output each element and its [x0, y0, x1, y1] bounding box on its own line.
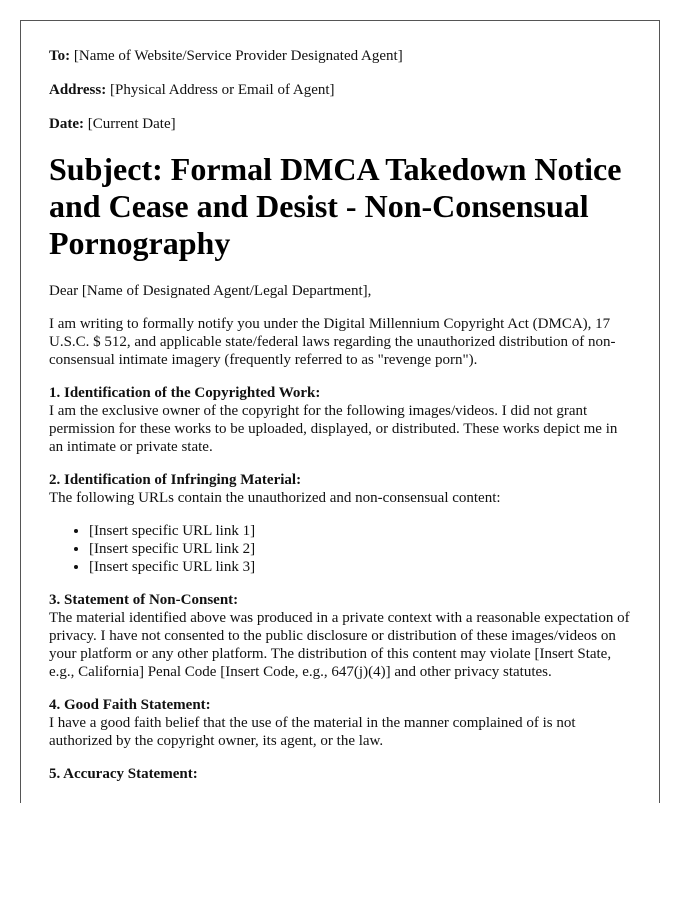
- document-page: [20, 20, 660, 803]
- section-heading: 5. Accuracy Statement:: [49, 766, 198, 782]
- section-good-faith: [49, 696, 631, 750]
- address-label: Address:: [49, 82, 107, 98]
- to-value: [Name of Website/Service Provider Designated Agent]: [70, 48, 403, 64]
- section-non-consent: [49, 591, 631, 681]
- section-heading: 4. Good Faith Statement:: [49, 697, 211, 713]
- url-list: [49, 522, 631, 576]
- date-value: [Current Date]: [83, 116, 176, 132]
- section-heading: 3. Statement of Non-Consent:: [49, 592, 239, 608]
- section-infringing-material: [49, 471, 631, 507]
- section-heading: 2. Identification of Infringing Material:: [49, 472, 302, 488]
- date-line: [49, 115, 631, 133]
- subject-heading: Subject: Formal DMCA Takedown Notice and Cease and Desist - Non-Consensual Pornography: [49, 151, 622, 261]
- to-line: [49, 47, 631, 65]
- document-body: [21, 21, 659, 783]
- section-body: The material identified above was produced in a private context with a reasonable expectation of privacy. I have not consented to the public disclosure or distribution of these images/videos on your platform or any other platform. The distribution of this content may violate [Insert State, e.g., California] Penal Code [Insert Code, e.g., 647(j)(4)] and other privacy statutes.: [49, 610, 630, 680]
- address-line: [49, 81, 631, 99]
- address-value: [Physical Address or Email of Agent]: [106, 82, 335, 98]
- section-heading: 1. Identification of the Copyrighted Work:: [49, 385, 321, 401]
- section-body: I have a good faith belief that the use of the material in the manner complained of is not authorized by the copyright owner, its agent, or the law.: [49, 715, 576, 749]
- intro-paragraph: I am writing to formally notify you under the Digital Millennium Copyright Act (DMCA), 17 U.S.C. $ 512, and applicable state/federal laws regarding the unauthorized distribution of non-consensual intimate imagery (frequently referred to as "revenge porn").: [49, 316, 616, 368]
- section-body: The following URLs contain the unauthorized and non-consensual content:: [49, 490, 501, 506]
- section-copyrighted-work: [49, 384, 631, 456]
- section-body: I am the exclusive owner of the copyright for the following images/videos. I did not grant permission for these works to be uploaded, displayed, or distributed. These works depict me in an intimate or private state.: [49, 403, 618, 455]
- list-item: • [Insert specific URL link 1]: [89, 522, 631, 540]
- date-label: Date:: [49, 116, 84, 132]
- section-accuracy: [49, 765, 631, 783]
- to-label: To:: [49, 48, 71, 64]
- list-item: • [Insert specific URL link 3]: [89, 558, 631, 576]
- list-item: • [Insert specific URL link 2]: [89, 540, 631, 558]
- salutation: Dear [Name of Designated Agent/Legal Department],: [49, 283, 372, 299]
